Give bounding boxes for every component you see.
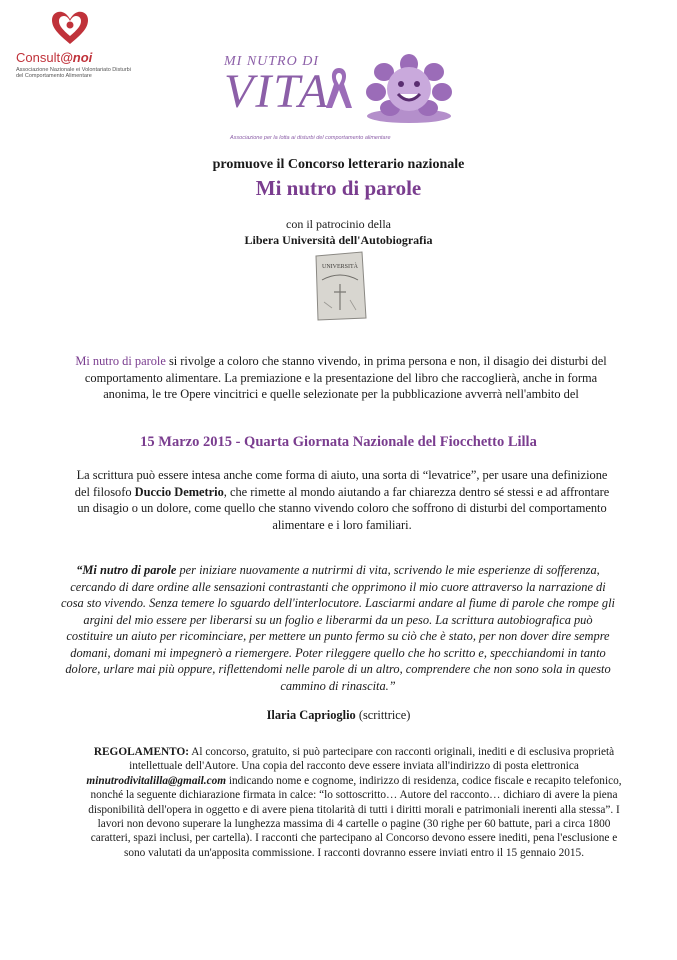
contact-email[interactable]: minutrodivitalilla@gmail.com	[86, 774, 227, 787]
smiling-flower-icon	[362, 54, 457, 126]
logo-vita-text: VITA	[224, 65, 330, 118]
philosopher-name: Duccio Demetrio	[134, 484, 224, 499]
regulations-paragraph: REGOLAMENTO: Al concorso, gratuito, si può partecipare con racconti originali, inediti e di esclusiva proprietà intellettuale dell'Autore. Una copia del racconto deve essere inviata all'indirizzo di posta elettronica minutrodivitalilla@gmail.com indicando nome e cognome, indirizzo di residenza, codice fiscale e recapito telefonico, nonché la seguente dichiarazione firmata in calce: “lo sottoscritto… Autore del racconto… dichiaro di avere la piena disponibilità dell'opera in oggetto e di avere piena titolarità di tutti i diritti morali e patrimoniali inerenti alla stessa”. I lavori non devono superare la lunghezza massima di 4 cartelle o pagine (30 righe per 60 battute, pari a circa 1800 caratteri, spazi inclusi, per cartella). I racconti che partecipano al Concorso devono essere inediti, pena l'esclusione e sono valutati da un'apposita commissione. I racconti dovranno essere inviati entro il 15 gennaio 2015.	[86, 746, 622, 859]
lilac-ribbon-icon	[322, 64, 356, 112]
event-date: 15 Marzo 2015 - Quarta Giornata Nazionale del Fiocchetto Lilla	[140, 434, 537, 450]
intro-highlight: Mi nutro di parole	[75, 354, 166, 368]
quote-author: Ilaria Caprioglio (scrittrice)	[266, 708, 411, 722]
contest-title: Mi nutro di parole	[255, 176, 422, 200]
patronage-line: con il patrocinio della	[286, 217, 391, 231]
logo-tagline: Associazione per la lotta ai disturbi del comportamento alimentare	[230, 135, 391, 141]
heart-hands-icon	[50, 10, 90, 46]
university-name: Libera Università dell'Autobiografia	[244, 233, 433, 247]
intro-paragraph	[68, 353, 614, 403]
regulations-label: REGOLAMENTO:	[93, 746, 190, 758]
logo-top-text: MI NUTRO DI	[224, 54, 319, 69]
consultanoi-subtitle: Associazione Nazionale ei Volontariato Disturbi del Comportamento Alimentare	[16, 67, 131, 79]
promotes-line: promuove il Concorso letterario nazionale	[212, 157, 465, 172]
quote-highlight: Mi nutro di parole	[82, 563, 177, 577]
university-logo	[312, 250, 368, 322]
university-logo-label: UNIVERSITÀ	[322, 264, 358, 270]
writing-paragraph: La scrittura può essere intesa anche come forma di aiuto, una sorta di “levatrice”, per usare una definizione del filosofo Duccio Demetrio, che rimette al mondo aiutando a far chiarezza dentro sé stessi e ad affrontare un disagio o un dolore, come quello che stanno vivendo coloro che soffrono di disturbi del comportamento alimentare e i loro familiari.	[74, 468, 610, 532]
intro-text: si rivolge a coloro che stanno vivendo, in prima persona e non, il disagio dei disturbi del comportamento alimentare. La premiazione e la presentazione del libro che raccoglierà, anche in forma anonima, le tre Opere vincitrici e quelle selezionate per la pubblicazione avverrà nell'ambito del	[84, 354, 607, 401]
mi-nutro-di-vita-logo	[220, 50, 470, 150]
quote-text: per iniziare nuovamente a nutrirmi di vita, scrivendo le mie esperienze di sofferenza, cercando di dare ordine alle sensazioni contrastanti che opprimono il mio cuore attraverso la narrazione di cosa sto vivendo. Senza temere lo sguardo dell'interlocutore. Lasciarmi andare al fiume di parole che rompe gli argini del mio essere per liberarsi su un foglio e liberarmi da un peso. La scrittura autobiografica può costituire un aiuto per ricominciare, per mettere un punto fermo su ciò che è stato, per non dover dire sempre domani, domani mi impegnerò a riemergere. Poter rileggere quello che ho scritto e, specchiandomi in tanto dolore, urlare mai più oppure, riflettendomi nelle parole di un altro, comprendere che non sono sola in questo cammino di rinascita.”	[61, 563, 615, 693]
quote-block: “Mi nutro di parole per iniziare nuovamente a nutrirmi di vita, scrivendo le mie esperienze di sofferenza, cercando di dare ordine alle sensazioni contrastanti che opprimono il mio cuore attraverso la narrazione di cosa sto vivendo. Senza temere lo sguardo dell'interlocutore. Lasciarmi andare al fiume di parole che rompe gli argini del mio essere per liberarsi su un foglio e liberarmi da un peso. La scrittura autobiografica può costituire un aiuto per ricominciare, per mettere un punto fermo su ciò che è stato, per non dover dire sempre domani, domani mi impegnerò a riemergere. Poter rileggere quello che ho scritto e, specchiandomi in tanto dolore, urlare mai più oppure, riflettendomi nelle parole di un altro, comprendere che non sono sola in questo cammino di rinascita.”	[61, 563, 615, 693]
consultanoi-name: Consult@noi	[16, 50, 93, 65]
